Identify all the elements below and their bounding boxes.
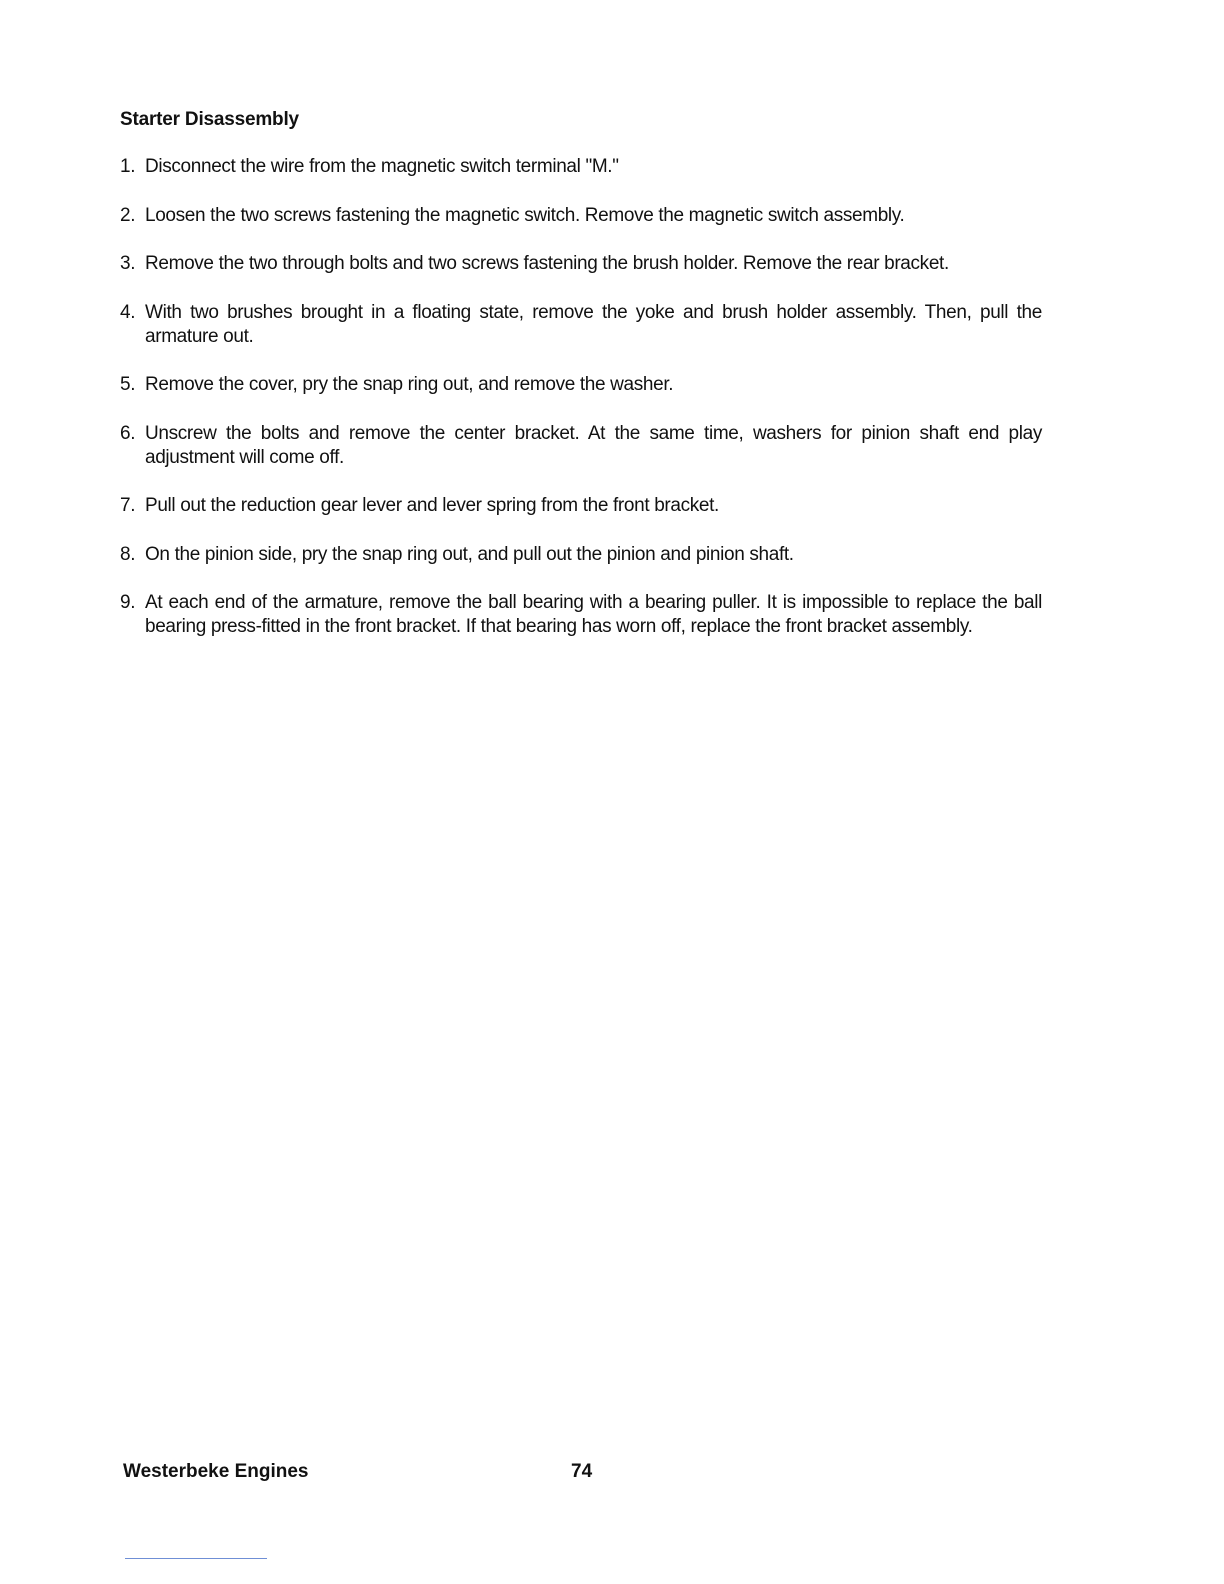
list-item: [120, 591, 1042, 639]
list-item: [120, 373, 1042, 397]
step-list: [120, 155, 1042, 664]
list-item: [120, 301, 1042, 349]
section-title: Starter Disassembly: [120, 109, 299, 130]
step-number: 7.: [120, 495, 136, 516]
step-text: Disconnect the wire from the magnetic switch terminal "M.": [145, 156, 619, 177]
list-item: [120, 494, 1042, 518]
step-number: 2.: [120, 204, 136, 226]
step-number: 4.: [120, 301, 136, 323]
step-text: Pull out the reduction gear lever and lever spring from the front bracket.: [145, 495, 719, 516]
step-number: 1.: [120, 156, 136, 177]
bottom-divider: [125, 1558, 267, 1559]
step-text: On the pinion side, pry the snap ring out, and pull out the pinion and pinion shaft.: [145, 543, 794, 565]
list-item: [120, 252, 1042, 276]
step-text: Remove the two through bolts and two screws fastening the brush holder. Remove the rear bracket.: [145, 253, 949, 274]
step-text: With two brushes brought in a floating state, remove the yoke and brush holder assembly. Then, pull the armature out.: [145, 301, 1042, 347]
footer-publisher: Westerbeke Engines: [123, 1461, 309, 1482]
page-number: 74: [571, 1461, 593, 1482]
step-number: 6.: [120, 422, 136, 444]
step-text: Unscrew the bolts and remove the center bracket. At the same time, washers for pinion shaft end play adjustment will come off.: [145, 422, 1042, 468]
step-number: 5.: [120, 374, 136, 395]
step-text: Loosen the two screws fastening the magnetic switch. Remove the magnetic switch assembly.: [145, 204, 905, 226]
step-text: Remove the cover, pry the snap ring out, and remove the washer.: [145, 374, 674, 395]
step-number: 3.: [120, 253, 136, 274]
step-number: 8.: [120, 543, 136, 565]
step-text: At each end of the armature, remove the ball bearing with a bearing puller. It is impossible to replace the ball bearing press-fitted in the front bracket. If that bearing has worn off, replace the front bracket assembly.: [145, 592, 1042, 637]
list-item: [120, 204, 1042, 228]
list-item: [120, 422, 1042, 470]
list-item: [120, 543, 1042, 567]
list-item: [120, 155, 1042, 179]
step-number: 9.: [120, 592, 136, 613]
